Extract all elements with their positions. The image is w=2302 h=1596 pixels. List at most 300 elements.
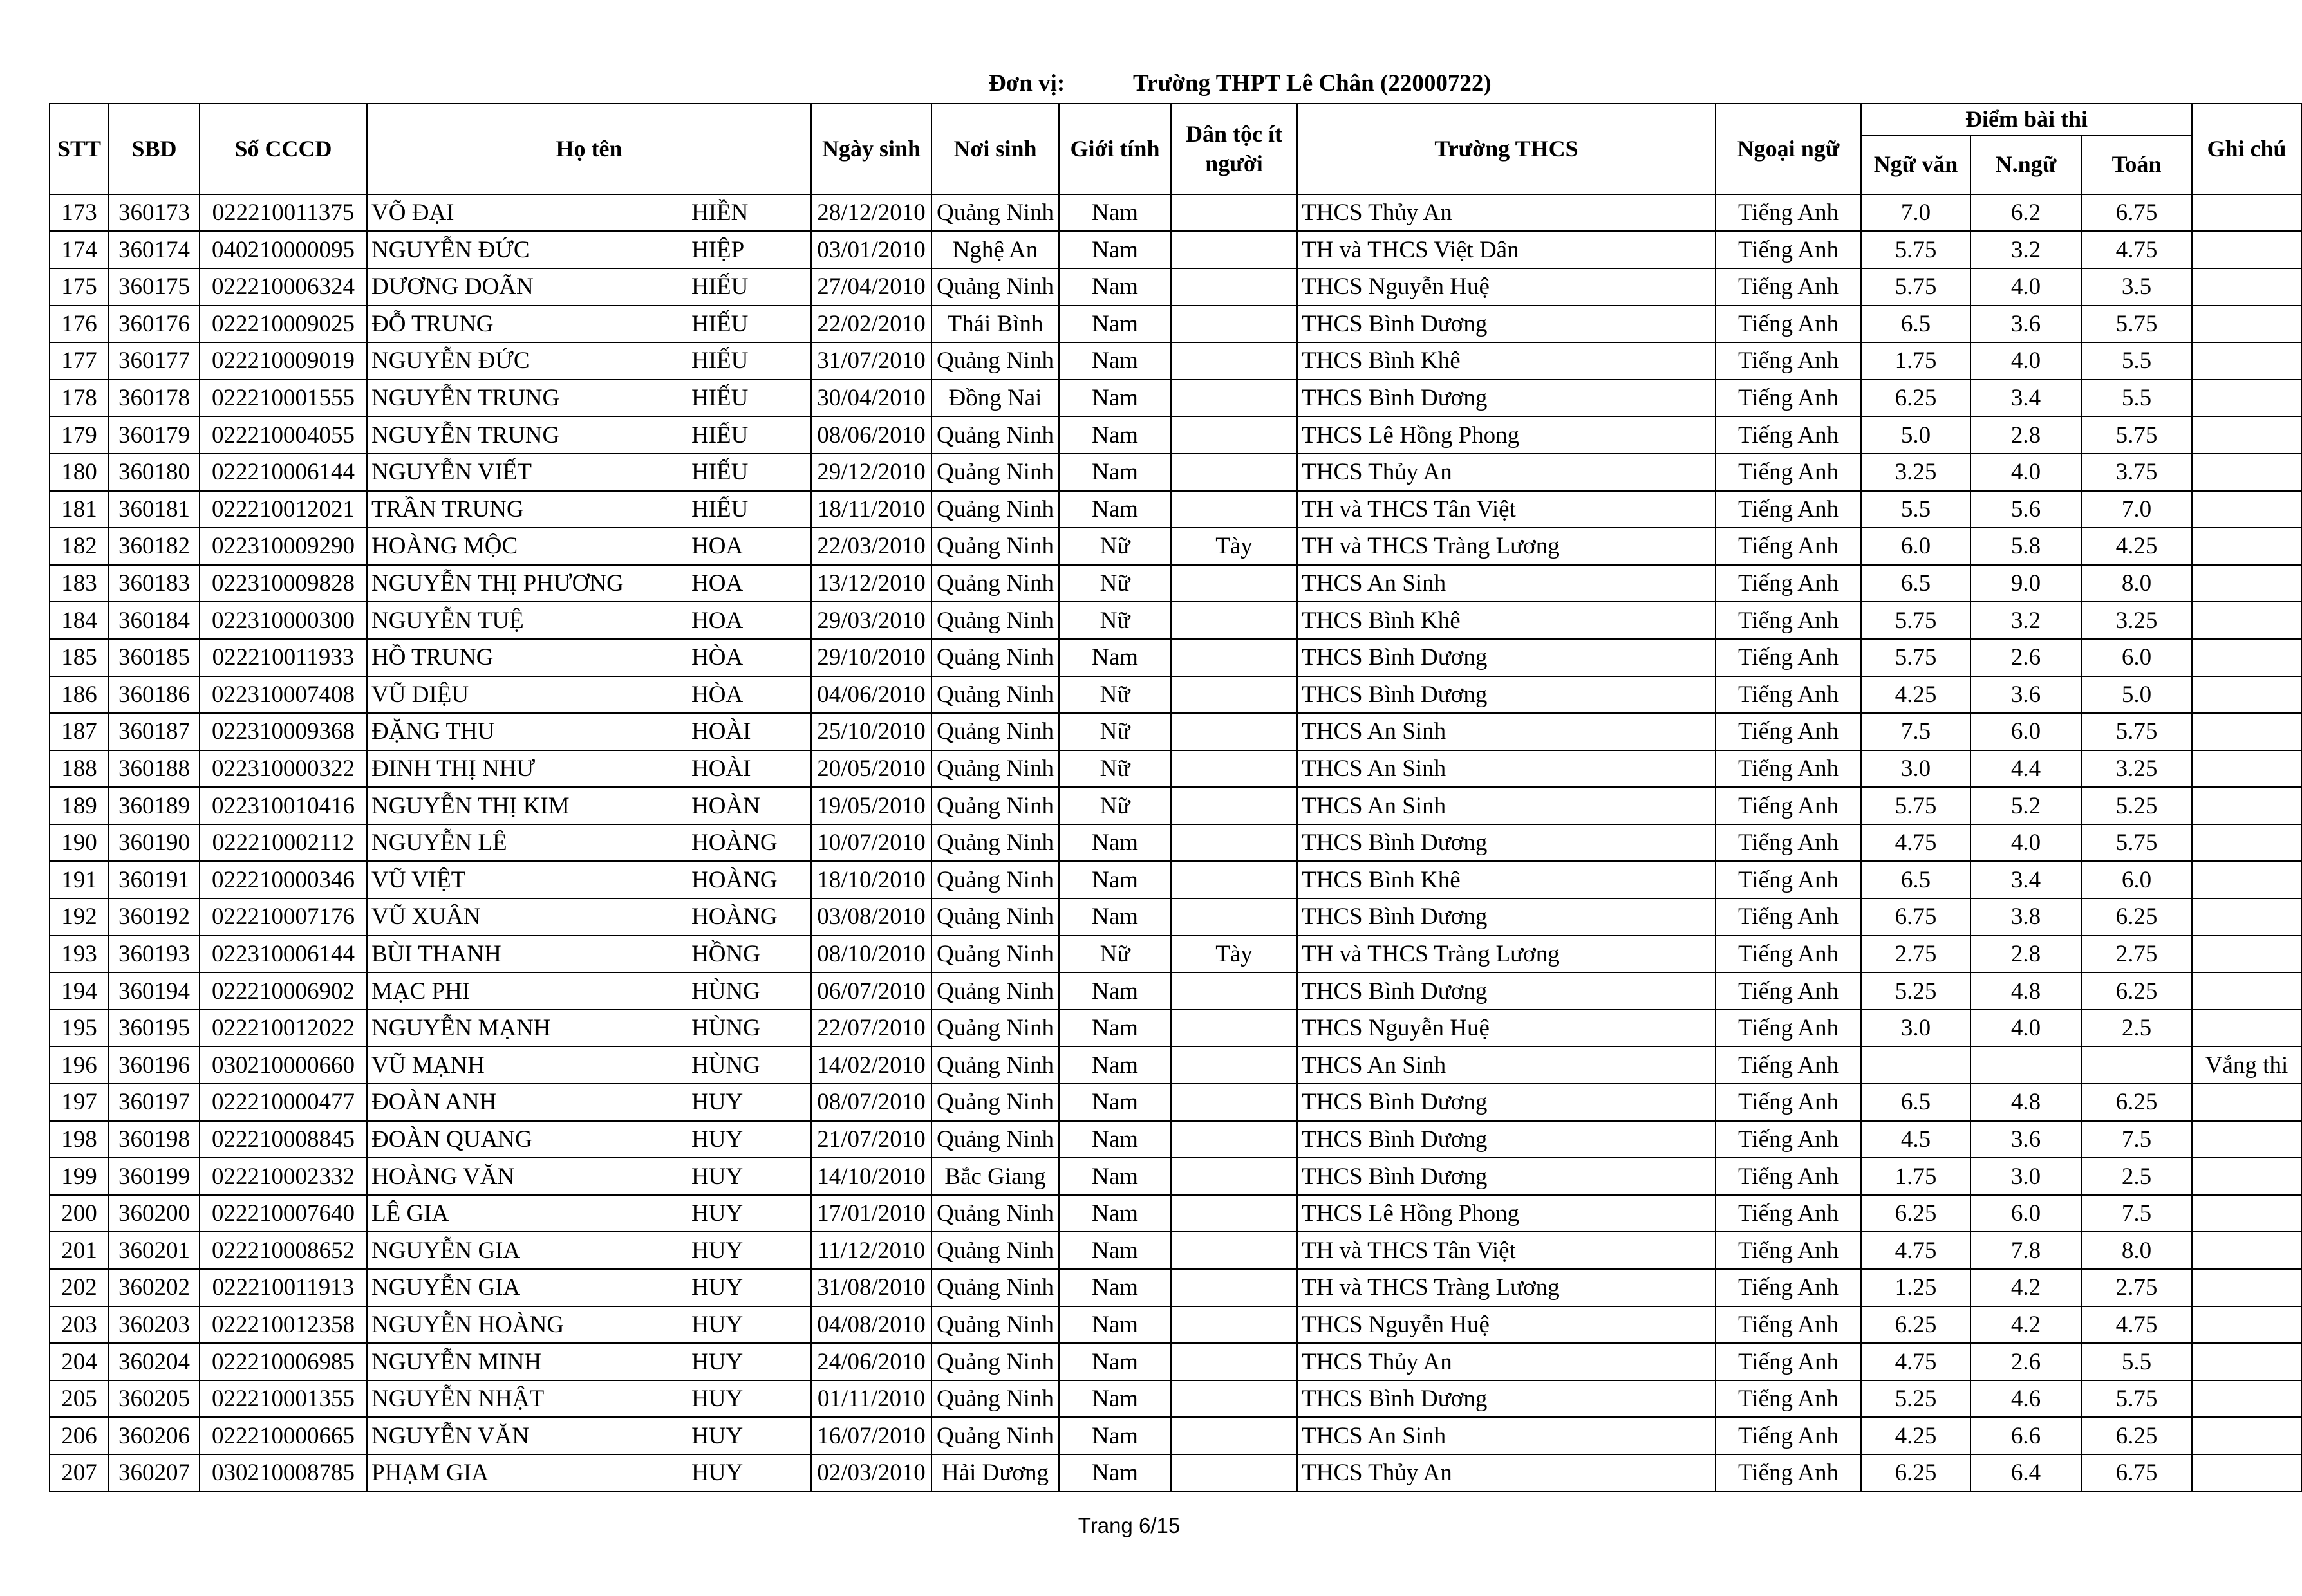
stt-cell: 189 [50, 787, 109, 824]
col-literature: Ngữ văn [1861, 135, 1970, 194]
note-cell [2192, 1343, 2301, 1380]
school-cell: THCS Thủy An [1297, 1343, 1716, 1380]
ethnic-cell [1171, 1454, 1297, 1492]
math-score-cell: 4.25 [2081, 528, 2192, 565]
dob-cell: 31/08/2010 [811, 1269, 931, 1306]
math-score-cell: 5.75 [2081, 416, 2192, 454]
table-row [50, 1417, 2301, 1454]
col-dob: Ngày sinh [811, 104, 931, 194]
sbd-cell: 360186 [109, 676, 200, 714]
math-score-cell: 2.75 [2081, 936, 2192, 973]
literature-score-cell: 5.75 [1861, 787, 1970, 824]
school-cell: THCS Bình Dương [1297, 898, 1716, 936]
stt-cell: 202 [50, 1269, 109, 1306]
table-row [50, 528, 2301, 565]
dob-cell: 10/07/2010 [811, 824, 931, 862]
ethnic-cell [1171, 194, 1297, 232]
literature-score-cell: 4.25 [1861, 1417, 1970, 1454]
language-cell: Tiếng Anh [1716, 491, 1861, 528]
school-cell: THCS Bình Dương [1297, 972, 1716, 1010]
gender-cell: Nam [1059, 1306, 1171, 1344]
dob-cell: 13/12/2010 [811, 565, 931, 602]
school-cell: THCS An Sinh [1297, 1046, 1716, 1084]
stt-cell: 204 [50, 1343, 109, 1380]
col-note: Ghi chú [2192, 104, 2301, 194]
sbd-cell: 360201 [109, 1232, 200, 1269]
pob-cell: Quảng Ninh [931, 1121, 1059, 1158]
literature-score-cell: 6.5 [1861, 861, 1970, 898]
gender-cell: Nam [1059, 1158, 1171, 1195]
note-cell [2192, 1010, 2301, 1047]
dob-cell: 08/07/2010 [811, 1084, 931, 1121]
ethnic-cell [1171, 1306, 1297, 1344]
cccd-cell: 022210000477 [200, 1084, 367, 1121]
dob-cell: 18/10/2010 [811, 861, 931, 898]
given-name-cell: HOÀN [689, 787, 811, 824]
cccd-cell: 022210006144 [200, 454, 367, 491]
language-cell: Tiếng Anh [1716, 602, 1861, 639]
math-score-cell: 3.75 [2081, 454, 2192, 491]
note-cell [2192, 1084, 2301, 1121]
literature-score-cell: 5.0 [1861, 416, 1970, 454]
note-cell [2192, 1417, 2301, 1454]
given-name-cell: HOÀI [689, 713, 811, 750]
gender-cell: Nam [1059, 861, 1171, 898]
language-cell: Tiếng Anh [1716, 194, 1861, 232]
language-cell: Tiếng Anh [1716, 861, 1861, 898]
math-score-cell: 8.0 [2081, 565, 2192, 602]
pob-cell: Quảng Ninh [931, 491, 1059, 528]
pob-cell: Quảng Ninh [931, 528, 1059, 565]
school-cell: TH và THCS Tân Việt [1297, 491, 1716, 528]
ethnic-cell [1171, 380, 1297, 417]
cccd-cell: 022310000300 [200, 602, 367, 639]
pob-cell: Quảng Ninh [931, 342, 1059, 380]
pob-cell: Quảng Ninh [931, 1380, 1059, 1418]
table-row [50, 972, 2301, 1010]
given-name-cell: HIỆP [689, 231, 811, 268]
ethnic-cell [1171, 1343, 1297, 1380]
stt-cell: 180 [50, 454, 109, 491]
foreign-score-cell: 6.2 [1970, 194, 2081, 232]
sbd-cell: 360188 [109, 750, 200, 788]
sbd-cell: 360174 [109, 231, 200, 268]
literature-score-cell: 6.5 [1861, 565, 1970, 602]
cccd-cell: 022310009290 [200, 528, 367, 565]
dob-cell: 22/07/2010 [811, 1010, 931, 1047]
sbd-cell: 360196 [109, 1046, 200, 1084]
page-number: Trang 6/15 [1078, 1514, 1181, 1537]
note-cell [2192, 1158, 2301, 1195]
math-score-cell: 5.25 [2081, 787, 2192, 824]
literature-score-cell: 4.25 [1861, 676, 1970, 714]
literature-score-cell: 6.0 [1861, 528, 1970, 565]
given-name-cell: HOÀNG [689, 824, 811, 862]
math-score-cell: 6.25 [2081, 972, 2192, 1010]
surname-cell: BÙI THANH [367, 936, 689, 973]
school-cell: THCS Bình Dương [1297, 380, 1716, 417]
col-math: Toán [2081, 135, 2192, 194]
given-name-cell: HIẾU [689, 306, 811, 343]
sbd-cell: 360175 [109, 268, 200, 306]
language-cell: Tiếng Anh [1716, 676, 1861, 714]
math-score-cell: 7.5 [2081, 1121, 2192, 1158]
surname-cell: HOÀNG VĂN [367, 1158, 689, 1195]
language-cell: Tiếng Anh [1716, 1306, 1861, 1344]
literature-score-cell: 6.5 [1861, 306, 1970, 343]
pob-cell: Quảng Ninh [931, 750, 1059, 788]
pob-cell: Nghệ An [931, 231, 1059, 268]
cccd-cell: 022210006324 [200, 268, 367, 306]
foreign-score-cell: 2.6 [1970, 639, 2081, 676]
cccd-cell: 022210000665 [200, 1417, 367, 1454]
literature-score-cell [1861, 1046, 1970, 1084]
foreign-score-cell: 4.0 [1970, 268, 2081, 306]
gender-cell: Nam [1059, 231, 1171, 268]
stt-cell: 207 [50, 1454, 109, 1492]
ethnic-cell [1171, 639, 1297, 676]
col-name: Họ tên [367, 104, 811, 194]
sbd-cell: 360202 [109, 1269, 200, 1306]
cccd-cell: 022210011913 [200, 1269, 367, 1306]
table-row [50, 454, 2301, 491]
table-row [50, 639, 2301, 676]
gender-cell: Nữ [1059, 602, 1171, 639]
ethnic-cell [1171, 454, 1297, 491]
col-foreign: N.ngữ [1970, 135, 2081, 194]
surname-cell: NGUYỄN LÊ [367, 824, 689, 862]
cccd-cell: 022210007640 [200, 1195, 367, 1232]
literature-score-cell: 1.75 [1861, 342, 1970, 380]
dob-cell: 17/01/2010 [811, 1195, 931, 1232]
literature-score-cell: 5.25 [1861, 972, 1970, 1010]
given-name-cell: HIẾU [689, 454, 811, 491]
foreign-score-cell: 2.6 [1970, 1343, 2081, 1380]
stt-cell: 199 [50, 1158, 109, 1195]
math-score-cell: 4.75 [2081, 231, 2192, 268]
pob-cell: Quảng Ninh [931, 787, 1059, 824]
dob-cell: 22/02/2010 [811, 306, 931, 343]
stt-cell: 178 [50, 380, 109, 417]
surname-cell: NGUYỄN TUỆ [367, 602, 689, 639]
foreign-score-cell: 3.8 [1970, 898, 2081, 936]
math-score-cell: 8.0 [2081, 1232, 2192, 1269]
given-name-cell: HỒNG [689, 936, 811, 973]
sbd-cell: 360177 [109, 342, 200, 380]
school-cell: THCS Lê Hồng Phong [1297, 1195, 1716, 1232]
gender-cell: Nam [1059, 1010, 1171, 1047]
given-name-cell: HUY [689, 1084, 811, 1121]
gender-cell: Nam [1059, 1084, 1171, 1121]
table-row [50, 194, 2301, 232]
school-cell: THCS Lê Hồng Phong [1297, 416, 1716, 454]
stt-cell: 186 [50, 676, 109, 714]
note-cell [2192, 676, 2301, 714]
given-name-cell: HOA [689, 528, 811, 565]
sbd-cell: 360195 [109, 1010, 200, 1047]
sbd-cell: 360206 [109, 1417, 200, 1454]
foreign-score-cell: 4.0 [1970, 824, 2081, 862]
surname-cell: NGUYỄN MẠNH [367, 1010, 689, 1047]
surname-cell: HỒ TRUNG [367, 639, 689, 676]
foreign-score-cell: 3.0 [1970, 1158, 2081, 1195]
surname-cell: DƯƠNG DOÃN [367, 268, 689, 306]
surname-cell: PHẠM GIA [367, 1454, 689, 1492]
dob-cell: 24/06/2010 [811, 1343, 931, 1380]
dob-cell: 28/12/2010 [811, 194, 931, 232]
foreign-score-cell: 9.0 [1970, 565, 2081, 602]
language-cell: Tiếng Anh [1716, 1343, 1861, 1380]
table-row [50, 824, 2301, 862]
given-name-cell: HIỀN [689, 194, 811, 232]
table-row [50, 936, 2301, 973]
foreign-score-cell: 4.0 [1970, 454, 2081, 491]
language-cell: Tiếng Anh [1716, 231, 1861, 268]
unit-label: Đơn vị: [989, 70, 1065, 97]
table-row [50, 306, 2301, 343]
language-cell: Tiếng Anh [1716, 565, 1861, 602]
foreign-score-cell: 2.8 [1970, 936, 2081, 973]
cccd-cell: 022210011933 [200, 639, 367, 676]
math-score-cell: 2.5 [2081, 1010, 2192, 1047]
literature-score-cell: 1.25 [1861, 1269, 1970, 1306]
col-ethnic: Dân tộc ít người [1171, 104, 1297, 194]
cccd-cell: 022210007176 [200, 898, 367, 936]
given-name-cell: HOÀNG [689, 898, 811, 936]
language-cell: Tiếng Anh [1716, 454, 1861, 491]
sbd-cell: 360207 [109, 1454, 200, 1492]
ethnic-cell [1171, 416, 1297, 454]
foreign-score-cell: 4.8 [1970, 972, 2081, 1010]
ethnic-cell [1171, 1417, 1297, 1454]
literature-score-cell: 1.75 [1861, 1158, 1970, 1195]
foreign-score-cell: 5.6 [1970, 491, 2081, 528]
surname-cell: VŨ MẠNH [367, 1046, 689, 1084]
given-name-cell: HUY [689, 1121, 811, 1158]
cccd-cell: 022210001555 [200, 380, 367, 417]
literature-score-cell: 5.25 [1861, 1380, 1970, 1418]
math-score-cell: 3.25 [2081, 602, 2192, 639]
school-cell: THCS Thủy An [1297, 454, 1716, 491]
school-cell: THCS Bình Dương [1297, 639, 1716, 676]
gender-cell: Nữ [1059, 676, 1171, 714]
ethnic-cell [1171, 1232, 1297, 1269]
ethnic-cell [1171, 676, 1297, 714]
sbd-cell: 360199 [109, 1158, 200, 1195]
math-score-cell [2081, 1046, 2192, 1084]
surname-cell: MẠC PHI [367, 972, 689, 1010]
pob-cell: Quảng Ninh [931, 676, 1059, 714]
stt-cell: 193 [50, 936, 109, 973]
ethnic-cell [1171, 231, 1297, 268]
language-cell: Tiếng Anh [1716, 639, 1861, 676]
ethnic-cell [1171, 602, 1297, 639]
cccd-cell: 022210006902 [200, 972, 367, 1010]
math-score-cell: 5.0 [2081, 676, 2192, 714]
surname-cell: NGUYỄN THỊ KIM [367, 787, 689, 824]
dob-cell: 27/04/2010 [811, 268, 931, 306]
gender-cell: Nam [1059, 824, 1171, 862]
literature-score-cell: 6.25 [1861, 1454, 1970, 1492]
school-cell: THCS Bình Dương [1297, 1084, 1716, 1121]
pob-cell: Quảng Ninh [931, 639, 1059, 676]
stt-cell: 190 [50, 824, 109, 862]
sbd-cell: 360204 [109, 1343, 200, 1380]
given-name-cell: HIẾU [689, 380, 811, 417]
school-cell: THCS Nguyễn Huệ [1297, 1010, 1716, 1047]
literature-score-cell: 4.75 [1861, 824, 1970, 862]
given-name-cell: HUY [689, 1343, 811, 1380]
language-cell: Tiếng Anh [1716, 342, 1861, 380]
dob-cell: 19/05/2010 [811, 787, 931, 824]
cccd-cell: 030210008785 [200, 1454, 367, 1492]
pob-cell: Quảng Ninh [931, 824, 1059, 862]
table-row [50, 1121, 2301, 1158]
gender-cell: Nam [1059, 1195, 1171, 1232]
school-cell: THCS Bình Dương [1297, 306, 1716, 343]
surname-cell: TRẦN TRUNG [367, 491, 689, 528]
surname-cell: VŨ VIỆT [367, 861, 689, 898]
stt-cell: 194 [50, 972, 109, 1010]
given-name-cell: HUY [689, 1232, 811, 1269]
foreign-score-cell: 5.8 [1970, 528, 2081, 565]
sbd-cell: 360178 [109, 380, 200, 417]
sbd-cell: 360184 [109, 602, 200, 639]
school-cell: THCS Bình Dương [1297, 824, 1716, 862]
math-score-cell: 3.25 [2081, 750, 2192, 788]
dob-cell: 04/06/2010 [811, 676, 931, 714]
col-pob: Nơi sinh [931, 104, 1059, 194]
surname-cell: NGUYỄN NHẬT [367, 1380, 689, 1418]
math-score-cell: 2.75 [2081, 1269, 2192, 1306]
literature-score-cell: 3.0 [1861, 1010, 1970, 1047]
surname-cell: ĐINH THỊ NHƯ [367, 750, 689, 788]
school-cell: THCS An Sinh [1297, 750, 1716, 788]
given-name-cell: HOÀNG [689, 861, 811, 898]
foreign-score-cell: 3.2 [1970, 602, 2081, 639]
school-cell: THCS Bình Dương [1297, 1380, 1716, 1418]
ethnic-cell [1171, 861, 1297, 898]
ethnic-cell [1171, 268, 1297, 306]
pob-cell: Quảng Ninh [931, 565, 1059, 602]
given-name-cell: HÒA [689, 639, 811, 676]
stt-cell: 184 [50, 602, 109, 639]
stt-cell: 173 [50, 194, 109, 232]
school-cell: TH và THCS Tràng Lương [1297, 1269, 1716, 1306]
pob-cell: Quảng Ninh [931, 898, 1059, 936]
literature-score-cell: 6.5 [1861, 1084, 1970, 1121]
literature-score-cell: 6.25 [1861, 380, 1970, 417]
table-row [50, 231, 2301, 268]
stt-cell: 201 [50, 1232, 109, 1269]
note-cell [2192, 1195, 2301, 1232]
table-row [50, 787, 2301, 824]
literature-score-cell: 4.75 [1861, 1232, 1970, 1269]
dob-cell: 29/03/2010 [811, 602, 931, 639]
cccd-cell: 022310009828 [200, 565, 367, 602]
given-name-cell: HÒA [689, 676, 811, 714]
math-score-cell: 6.75 [2081, 194, 2192, 232]
math-score-cell: 4.75 [2081, 1306, 2192, 1344]
table-row [50, 861, 2301, 898]
note-cell [2192, 1232, 2301, 1269]
foreign-score-cell: 5.2 [1970, 787, 2081, 824]
dob-cell: 20/05/2010 [811, 750, 931, 788]
literature-score-cell: 5.75 [1861, 639, 1970, 676]
dob-cell: 30/04/2010 [811, 380, 931, 417]
stt-cell: 200 [50, 1195, 109, 1232]
gender-cell: Nam [1059, 1269, 1171, 1306]
cccd-cell: 040210000095 [200, 231, 367, 268]
cccd-cell: 022310010416 [200, 787, 367, 824]
given-name-cell: HÙNG [689, 972, 811, 1010]
gender-cell: Nam [1059, 454, 1171, 491]
col-gender: Giới tính [1059, 104, 1171, 194]
dob-cell: 22/03/2010 [811, 528, 931, 565]
language-cell: Tiếng Anh [1716, 787, 1861, 824]
ethnic-cell [1171, 898, 1297, 936]
language-cell: Tiếng Anh [1716, 268, 1861, 306]
stt-cell: 197 [50, 1084, 109, 1121]
gender-cell: Nam [1059, 416, 1171, 454]
ethnic-cell [1171, 1084, 1297, 1121]
results-table [49, 103, 2302, 1492]
surname-cell: NGUYỄN VIẾT [367, 454, 689, 491]
table-row [50, 1158, 2301, 1195]
school-cell: THCS An Sinh [1297, 1417, 1716, 1454]
table-row [50, 1306, 2301, 1344]
given-name-cell: HUY [689, 1158, 811, 1195]
surname-cell: NGUYỄN ĐỨC [367, 342, 689, 380]
table-row [50, 1046, 2301, 1084]
dob-cell: 25/10/2010 [811, 713, 931, 750]
dob-cell: 16/07/2010 [811, 1417, 931, 1454]
col-sbd: SBD [109, 104, 200, 194]
stt-cell: 182 [50, 528, 109, 565]
literature-score-cell: 5.75 [1861, 231, 1970, 268]
literature-score-cell: 3.25 [1861, 454, 1970, 491]
stt-cell: 195 [50, 1010, 109, 1047]
gender-cell: Nữ [1059, 787, 1171, 824]
sbd-cell: 360179 [109, 416, 200, 454]
math-score-cell: 5.75 [2081, 824, 2192, 862]
sbd-cell: 360190 [109, 824, 200, 862]
literature-score-cell: 7.0 [1861, 194, 1970, 232]
sbd-cell: 360191 [109, 861, 200, 898]
literature-score-cell: 5.5 [1861, 491, 1970, 528]
literature-score-cell: 2.75 [1861, 936, 1970, 973]
foreign-score-cell: 4.0 [1970, 1010, 2081, 1047]
foreign-score-cell: 3.4 [1970, 861, 2081, 898]
table-row [50, 565, 2301, 602]
school-cell: THCS Bình Khê [1297, 342, 1716, 380]
ethnic-cell [1171, 824, 1297, 862]
school-cell: THCS An Sinh [1297, 565, 1716, 602]
dob-cell: 11/12/2010 [811, 1232, 931, 1269]
given-name-cell: HIẾU [689, 416, 811, 454]
foreign-score-cell: 6.0 [1970, 1195, 2081, 1232]
table-row [50, 1343, 2301, 1380]
gender-cell: Nam [1059, 491, 1171, 528]
gender-cell: Nam [1059, 639, 1171, 676]
note-cell [2192, 1306, 2301, 1344]
note-cell [2192, 268, 2301, 306]
note-cell [2192, 861, 2301, 898]
math-score-cell: 5.75 [2081, 1380, 2192, 1418]
cccd-cell: 022210002112 [200, 824, 367, 862]
gender-cell: Nam [1059, 1121, 1171, 1158]
foreign-score-cell: 7.8 [1970, 1232, 2081, 1269]
